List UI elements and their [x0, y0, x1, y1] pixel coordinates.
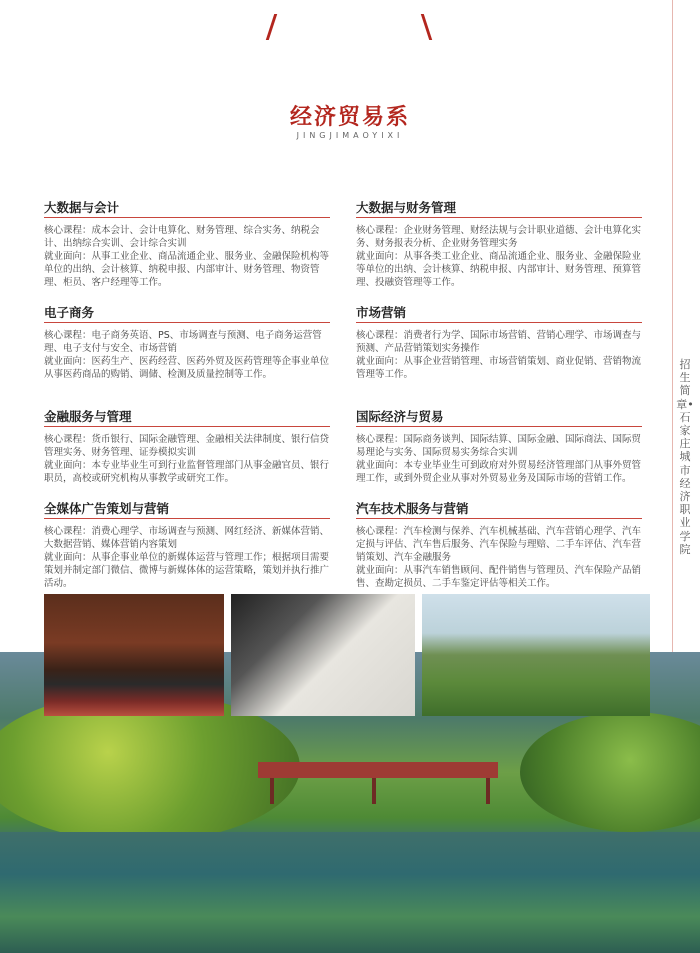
section-financial-services	[44, 407, 330, 485]
pavilion-post	[270, 778, 274, 804]
lake-water	[0, 832, 700, 953]
department-title: 经济贸易系	[289, 105, 410, 130]
pavilion-post	[486, 778, 490, 804]
right-trees	[520, 712, 700, 832]
section-title: 金融服务与管理	[44, 409, 132, 424]
section-divider	[44, 518, 330, 519]
section-title: 电子商务	[44, 305, 95, 320]
section-title: 市场营销	[356, 305, 407, 320]
rose-garden-photo	[422, 594, 650, 716]
section-divider	[44, 426, 330, 427]
section-all-media-advertising	[44, 499, 330, 590]
section-marketing	[356, 303, 642, 381]
employment: 就业面向：从事企业营销管理、市场营销策划、商业促销、营销物流管理等工作。	[356, 356, 642, 380]
section-title: 国际经济与贸易	[356, 409, 444, 424]
section-divider	[356, 426, 642, 427]
title-slash-right	[421, 14, 432, 40]
employment: 就业面向：从事各类工业企业、商品流通企业、服务业、金融保险业等单位的出纳、会计核算、纳税申报、内部审计、财务管理、预算管理、投融资管理等工作。	[356, 251, 642, 288]
core-courses: 核心课程：成本会计、会计电算化、财务管理、综合实务、纳税会计、出纳综合实训、会计综合实训	[44, 225, 320, 249]
core-courses: 核心课程：消费者行为学、国际市场营销、营销心理学、市场调查与预测、产品营销策划实务操作	[356, 330, 642, 354]
section-body	[44, 433, 330, 485]
section-divider	[44, 322, 330, 323]
section-body	[356, 329, 642, 381]
section-divider	[356, 518, 642, 519]
section-divider	[44, 217, 330, 218]
core-courses: 核心课程：消费心理学、市场调查与预测、网红经济、新媒体营销、大数据营销、媒体营销内容策划	[44, 526, 330, 550]
employment: 就业面向：本专业毕业生可到行业监督管理部门从事金融官员、银行职员，高校或研究机构从事教学或研究工作。	[44, 460, 330, 484]
employment: 就业面向：本专业毕业生可到政府对外贸易经济管理部门从事外贸管理工作，或到外贸企业从事对外贸易业务及国际市场的营销工作。	[356, 460, 642, 484]
section-body	[44, 224, 330, 289]
department-pinyin: JINGJIMAOYIXI	[296, 131, 404, 140]
section-title: 大数据与财务管理	[356, 200, 457, 215]
section-auto-services	[356, 499, 642, 590]
employment: 就业面向：从事工业企业、商品流通企业、服务业、金融保险机构等单位的出纳、会计核算、纳税申报、内部审计、财务管理、物资管理、柜员、客户经理等工作。	[44, 251, 330, 288]
section-body	[44, 525, 330, 590]
core-courses: 核心课程：企业财务管理、财经法规与会计职业道德、会计电算化实务、财务报表分析、企业财务管理实务	[356, 225, 642, 249]
section-body	[356, 224, 642, 289]
employment: 就业面向：从事企事业单位的新媒体运营与管理工作；根据项目需要策划并制定部门微信、微博与新媒体体的运营策略，策划并执行推广活动。	[44, 552, 330, 589]
core-courses: 核心课程：国际商务谈判、国际结算、国际金融、国际商法、国际贸易理论与实务、国际贸易实务综合实训	[356, 434, 642, 458]
section-body	[356, 525, 642, 590]
employment: 就业面向：医药生产、医药经营、医药外贸及医药管理等企事业单位从事医药商品的购销、调储、检测及质量控制等工作。	[44, 356, 330, 380]
section-title: 全媒体广告策划与营销	[44, 501, 170, 516]
section-divider	[356, 322, 642, 323]
section-body	[356, 433, 642, 485]
core-courses: 核心课程：电子商务英语、PS、市场调查与预测、电子商务运营管理、电子支付与安全、市场营销	[44, 330, 322, 354]
section-title: 汽车技术服务与营销	[356, 501, 469, 516]
title-slash-left	[266, 14, 277, 40]
pavilion-roof	[258, 762, 498, 778]
core-courses: 核心课程：货币银行、国际金融管理、金融相关法律制度、银行信贷管理实务、财务管理、证券模拟实训	[44, 434, 330, 458]
student-studying-photo	[231, 594, 415, 716]
photo-strip	[44, 594, 650, 718]
core-courses: 核心课程：汽车检测与保养、汽车机械基础、汽车营销心理学、汽车定损与评估、汽车售后服务、汽车保险与理赔、二手车评估、汽车营销策划、汽车金融服务	[356, 526, 642, 563]
section-big-data-finance	[356, 198, 642, 289]
side-title: 招生简章•石家庄城市经济职业学院	[676, 358, 694, 556]
section-e-commerce	[44, 303, 330, 381]
employment: 就业面向：从事汽车销售顾问、配件销售与管理员、汽车保险产品销售、查勘定损员、二手车鉴定评估等相关工作。	[356, 565, 642, 589]
department-header	[0, 100, 700, 131]
section-big-data-accounting	[44, 198, 330, 289]
conference-room-photo	[44, 594, 224, 716]
section-divider	[356, 217, 642, 218]
section-international-trade	[356, 407, 642, 485]
section-body	[44, 329, 330, 381]
pavilion-post	[372, 778, 376, 804]
section-title: 大数据与会计	[44, 200, 120, 215]
